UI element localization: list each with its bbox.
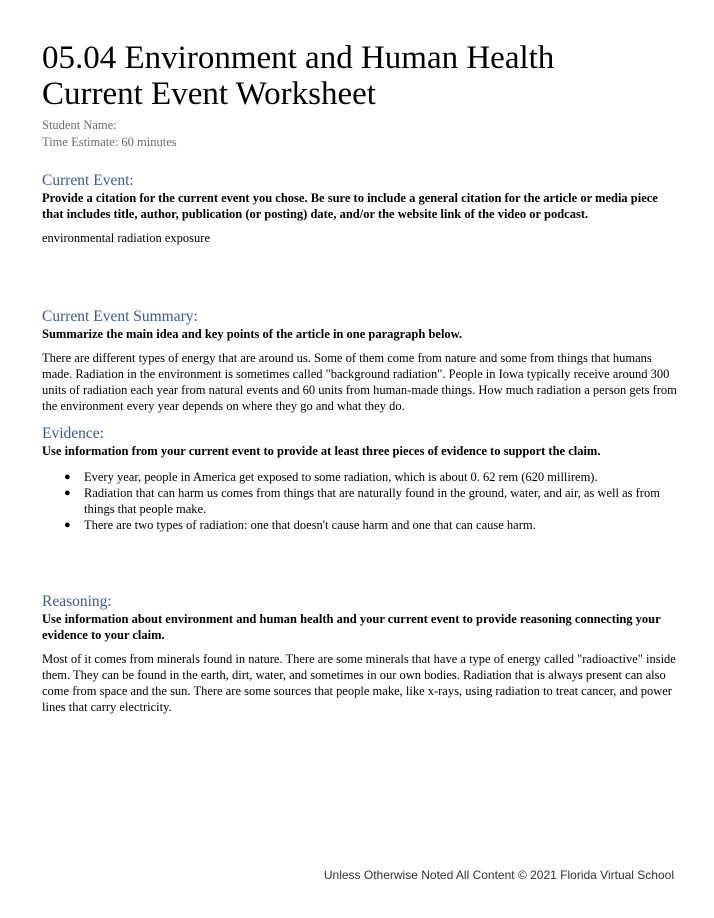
summary-heading: Current Event Summary: (42, 308, 198, 325)
worksheet-page (42, 40, 678, 715)
reasoning-answer: Most of it comes from minerals found in nature. There are some minerals that have a type of energy called "radioactive" inside them. They can be found in the earth, dirt, water, and sometimes in our own bodies. Radiation that is always present can also come from space and the sun. There are some sources that people make, like x-rays, using radiation to treat cancer, and power lines that carry electricity. (42, 652, 676, 714)
current-event-heading: Current Event: (42, 172, 134, 189)
evidence-item (42, 517, 678, 533)
bullet-icon: ● (64, 471, 71, 483)
current-event-prompt: Provide a citation for the current event you chose. Be sure to include a general citation for the article or media piece that includes title, author, publication (or posting) date, and/or the website link of the video or podcast. (42, 191, 658, 221)
student-name-label: Student Name: (42, 118, 117, 132)
title-line-1: 05.04 Environment and Human Health (42, 40, 555, 76)
evidence-item (42, 485, 678, 517)
time-estimate: Time Estimate: 60 minutes (42, 135, 177, 149)
bullet-icon: ● (64, 519, 71, 531)
current-event-answer: environmental radiation exposure (42, 231, 210, 245)
evidence-item-text: Radiation that can harm us comes from things that are naturally found in the ground, water, and air, as well as from things that people make. (84, 486, 660, 516)
worksheet-meta (42, 117, 678, 151)
evidence-item-text: There are two types of radiation: one that doesn't cause harm and one that can cause harm. (84, 518, 536, 532)
title-line-2: Current Event Worksheet (42, 76, 376, 112)
page-title (42, 40, 678, 112)
evidence-prompt: Use information from your current event to provide at least three pieces of evidence to support the claim. (42, 444, 601, 458)
reasoning-section (42, 593, 678, 715)
evidence-list (42, 469, 678, 533)
summary-prompt: Summarize the main idea and key points of the article in one paragraph below. (42, 327, 463, 341)
evidence-item (42, 469, 678, 485)
summary-answer: There are different types of energy that are around us. Some of them come from nature and some from things that humans made. Radiation in the environment is sometimes called "background radiation". People in Iowa typically receive around 300 units of radiation each year from natural events and 60 units from human-made things. How much radiation a person gets from the environment every year depends on where they go and what they do. (42, 351, 677, 413)
bullet-icon: ● (64, 487, 71, 499)
summary-section (42, 308, 678, 414)
current-event-section (42, 172, 678, 246)
evidence-item-text: Every year, people in America get exposed to some radiation, which is about 0. 62 rem (620 millirem). (84, 470, 598, 484)
reasoning-prompt: Use information about environment and human health and your current event to provide reasoning connecting your evidence to your claim. (42, 612, 661, 642)
reasoning-heading: Reasoning: (42, 593, 112, 610)
copyright-footer: Unless Otherwise Noted All Content © 2021 Florida Virtual School (323, 868, 674, 882)
evidence-heading: Evidence: (42, 425, 104, 442)
evidence-section (42, 425, 678, 533)
